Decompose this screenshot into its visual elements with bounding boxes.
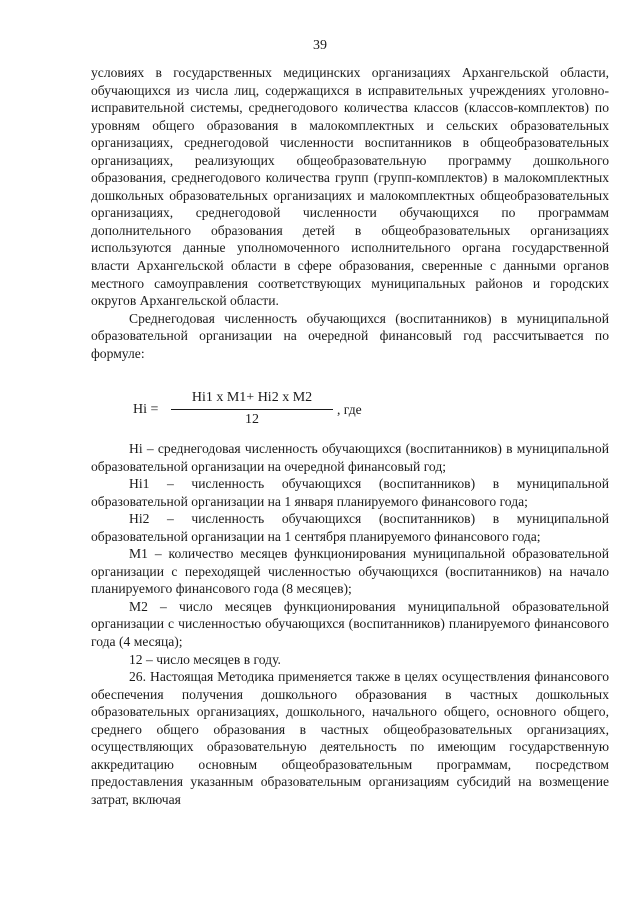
item-26-paragraph: 26. Настоящая Методика применяется также в целях осуществления финансового обеспечения получения дошкольного образования в частных дошкольных образовательных организациях, дошкольного, начального общего, основного общего, среднего общего образования в частных общеобразовательных организациях, осуществляющих образовательную деятельность по имеющим государственную аккредитацию основным общеобразовательным программам, посредством предоставления указанным образовательным организациям субсидий на возмещение затрат, включая <box>91 669 609 807</box>
fraction-bar <box>171 409 333 410</box>
page-number: 39 <box>313 38 327 53</box>
formula-lhs: Hi = <box>133 402 159 417</box>
formula-intro-paragraph: Среднегодовая численность обучающихся (воспитанников) в муниципальной образовательной организации на очередной финансовый год рассчитывается по формуле: <box>91 310 609 361</box>
definition-12: 12 – число месяцев в году. <box>129 651 281 667</box>
formula-suffix: , где <box>337 402 362 417</box>
definition-hi: Hi – среднегодовая численность обучающихся (воспитанников) в муниципальной образовательной организации на очередной финансовый год; <box>91 441 609 474</box>
definition-hi1: Hi1 – численность обучающихся (воспитанников) в муниципальной образовательной организации на 1 января планируемого финансового года; <box>91 476 609 509</box>
top-paragraph: условиях в государственных медицинских организациях Архангельской области, обучающихся из числа лиц, содержащихся в исправительных учреждениях уголовно-исправительной системы, среднегодового количества классов (классов-комплектов) по уровням общего образования в малокомплектных и сельских образовательных организациях, среднегодовой численности воспитанников в общеобразовательных организациях, реализующих общеобразовательную программу дошкольного образования, среднегодового количества групп (групп-комплектов) в малокомплектных дошкольных образовательных организациях и малокомплектных общеобразовательных организациях, среднегодовой численности обучающихся по программам дополнительного образования детей в общеобразовательных организациях используются данные уполномоченного исполнительного органа государственной власти Архангельской области в сфере образования, сверенные с данными органов местного самоуправления соответствующих муниципальных районов и городских округов Архангельской области. <box>91 65 609 309</box>
formula-block <box>133 390 393 430</box>
document-body-bottom <box>91 440 609 808</box>
definition-hi2: Hi2 – численность обучающихся (воспитанников) в муниципальной образовательной организации на 1 сентября планируемого финансового года; <box>91 511 609 544</box>
definition-m1: M1 – количество месяцев функционирования муниципальной образовательной организации с переходящей численностью обучающихся (воспитанников) на начало планируемого финансового года (8 месяцев); <box>91 546 609 597</box>
document-body-top <box>91 64 609 362</box>
formula-numerator: Hi1 x M1+ Hi2 x M2 <box>191 390 313 405</box>
formula-denominator: 12 <box>245 412 259 427</box>
definition-m2: M2 – число месяцев функционирования муниципальной образовательной организации с численностью обучающихся (воспитанников) планируемого финансового года (4 месяца); <box>91 598 609 650</box>
